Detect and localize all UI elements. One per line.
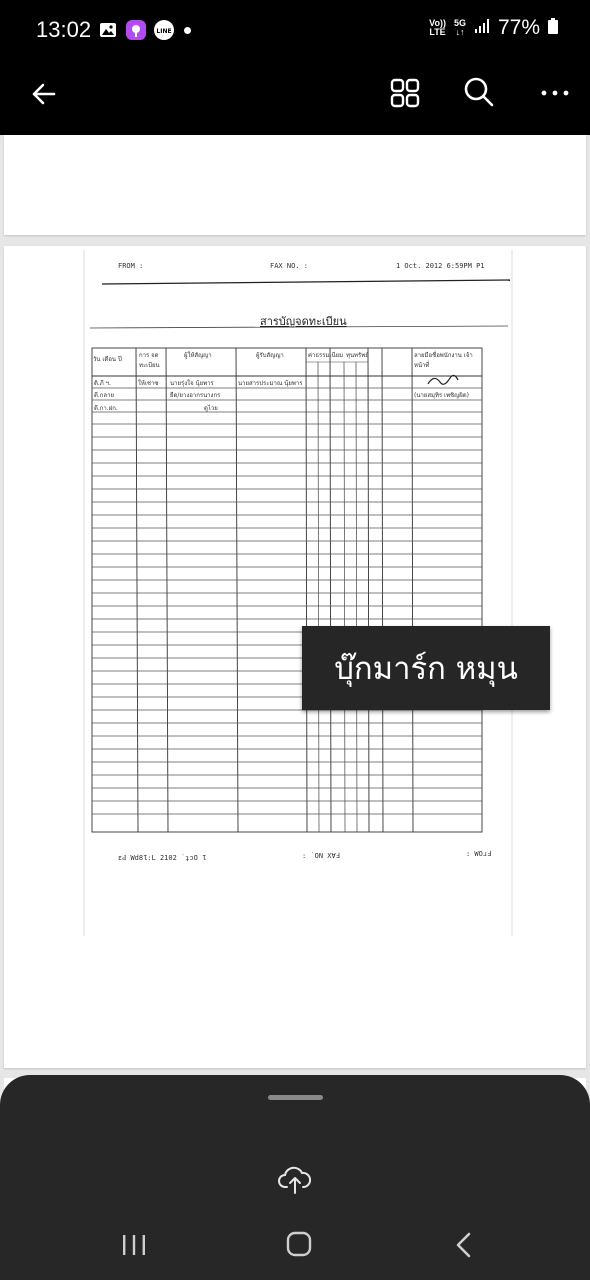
back-nav-icon[interactable] (452, 1231, 476, 1259)
header-sign: ลายมือชื่อพนักงาน เจ้าหน้าที่ (414, 352, 473, 369)
row3-date: ดี.กา.ฝก. (94, 405, 118, 412)
status-time: 13:02 (36, 17, 92, 42)
row3-grantor: ดูไวย (204, 405, 218, 412)
document-title: สารบัญจดทะเบียน (260, 315, 347, 328)
app-bar (0, 60, 590, 135)
grid-icon[interactable] (388, 76, 422, 110)
bottom-sheet (0, 1075, 590, 1280)
battery-percent: 77% (497, 16, 540, 39)
fax-date: 1 Oct. 2012 6:59PM P1 (396, 262, 485, 270)
row2-date: ดี.กลาย (94, 392, 114, 399)
fax-footer-mirrored-number: : ˙ON XⱯℲ (302, 852, 340, 860)
fax-from: FROM : (118, 262, 144, 270)
line-app-icon (154, 20, 174, 40)
tooltip-bookmark-rotate: บุ๊กมาร์ก หมุน (302, 626, 550, 710)
fax-footer-mirrored-date: ɛԀ Wd8Ɩ:L 2102 ˙ʇɔO Ɩ (118, 854, 207, 862)
gallery-icon (98, 20, 118, 40)
header-grantee: ผู้รับสัญญา (256, 352, 284, 359)
notification-icons (98, 20, 191, 40)
status-right (429, 16, 558, 40)
sheet-handle[interactable] (268, 1095, 323, 1100)
lte-label: LTE (429, 27, 446, 37)
home-icon[interactable] (285, 1230, 313, 1258)
volte-indicator (429, 19, 446, 37)
fax-footer-mirrored-from: : WOɹℲ (466, 850, 492, 858)
volte-label: Vo)) (429, 18, 446, 28)
svg-text:LINE: LINE (156, 28, 172, 35)
more-icon[interactable] (538, 76, 572, 110)
row1-grantor: นายรุ่งใจ นุ้ยพาร (170, 380, 214, 387)
search-icon[interactable] (462, 75, 496, 109)
more-notifications-dot-icon (184, 27, 191, 34)
header-amount: ทุนทรัพย์ (346, 352, 369, 359)
header-area: ค่าธรรมเนียม (308, 352, 344, 359)
battery-icon (548, 16, 558, 40)
network-indicator: 5G ↓↑ (453, 18, 466, 37)
podcast-app-icon (126, 20, 146, 40)
recents-icon[interactable] (120, 1233, 148, 1257)
header-type: การ จดทะเบียน (139, 352, 160, 369)
pdf-page-previous[interactable] (4, 135, 586, 235)
signal-icon (474, 16, 490, 40)
row1-sign: (นายสมุทิร เพชิญผิด) (414, 392, 469, 399)
row1-type: ให้เช่าซ (138, 380, 159, 387)
header-day: วัน เดือน ปี (93, 356, 122, 363)
upload-cloud-icon[interactable] (277, 1163, 313, 1197)
header-grantor: ผู้ให้สัญญา (184, 352, 212, 359)
fax-number: FAX NO. : (270, 262, 308, 270)
row1-grantee: นายสารประมาณ นุ้ยพาร (238, 380, 303, 387)
row1-date: ดิ.ภี ฯ. (94, 380, 111, 387)
row2-grantor: ยืด/ยางอากรนางกร (170, 392, 221, 399)
network-label: 5G (453, 18, 466, 28)
back-arrow-icon[interactable] (28, 78, 60, 110)
status-bar (0, 0, 590, 60)
